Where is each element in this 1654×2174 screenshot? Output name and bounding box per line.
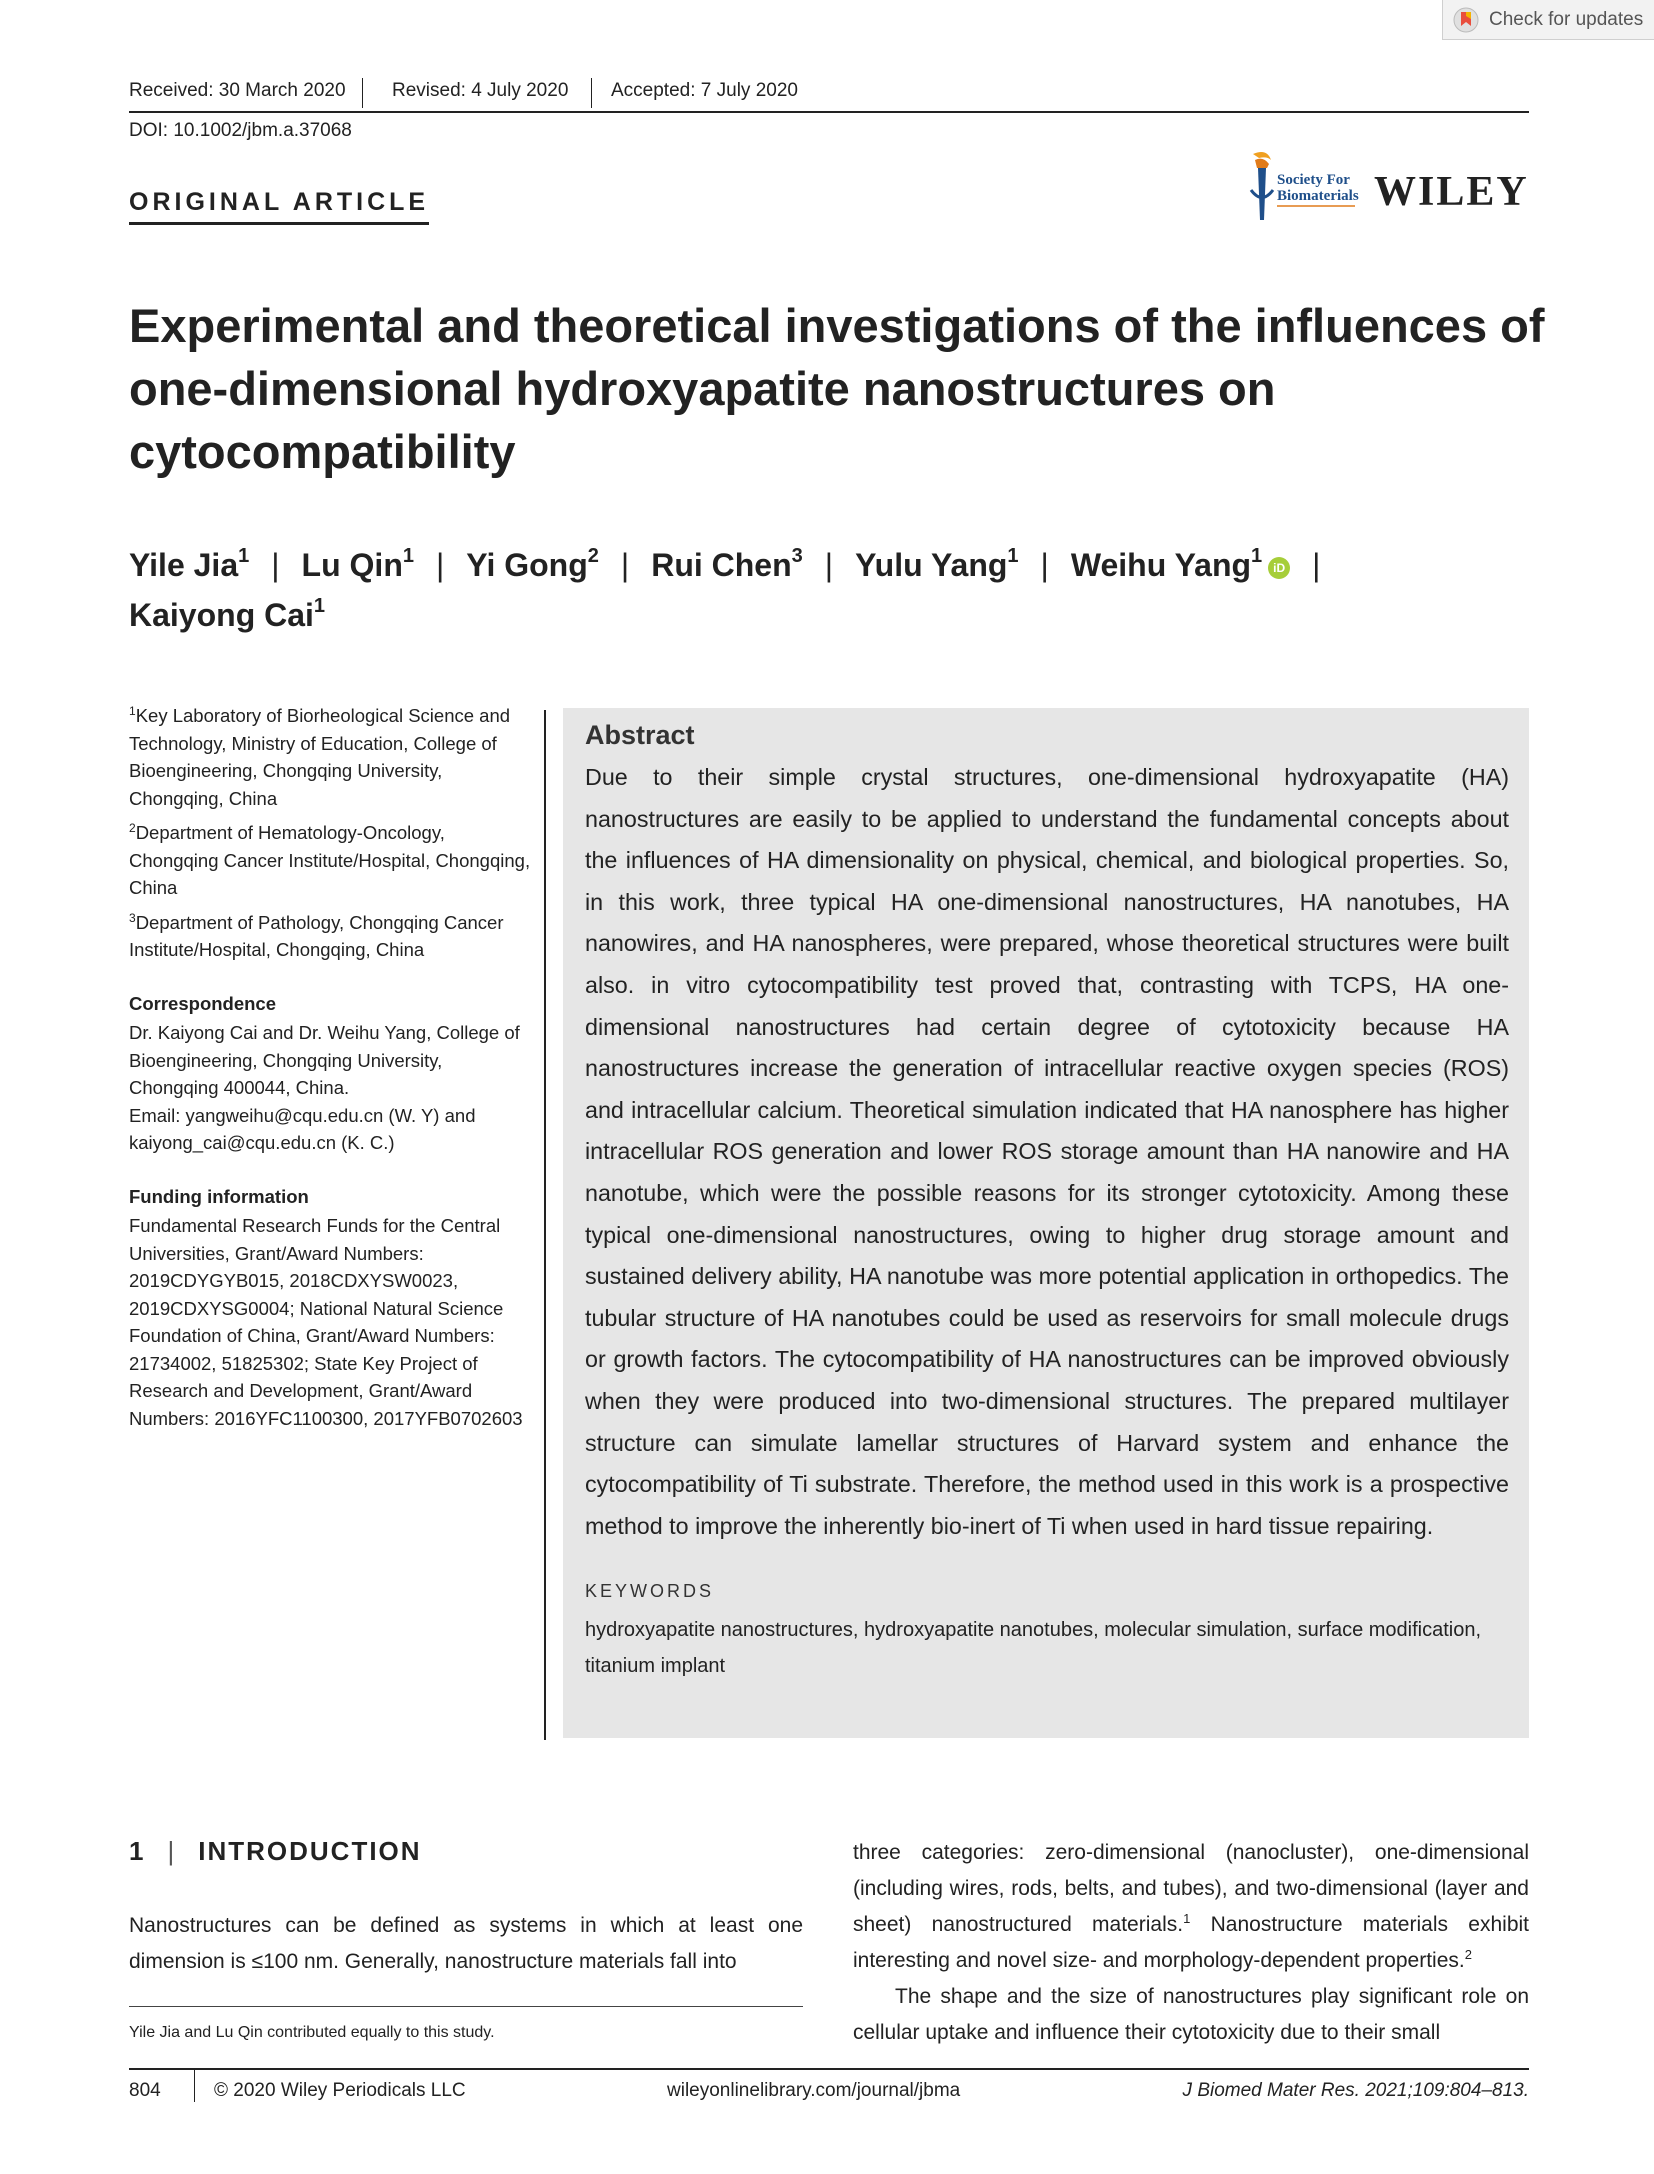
correspondence-text: Dr. Kaiyong Cai and Dr. Weihu Yang, College of Bioengineering, Chongqing University, Chongqing 400044, China.: [129, 1022, 520, 1098]
check-updates-icon: [1453, 7, 1479, 33]
svg-text:Biomaterials: Biomaterials: [1277, 188, 1359, 204]
introduction-right-text: [853, 1835, 1529, 2051]
author[interactable]: Weihu Yang$^1$iD: [1071, 540, 1290, 590]
keywords-heading: KEYWORDS: [585, 1581, 715, 1602]
abstract-heading: Abstract: [585, 720, 695, 750]
copyright: © 2020 Wiley Periodicals LLC: [214, 2080, 466, 2101]
reference-link[interactable]: 2: [1464, 1947, 1472, 1962]
footer-separator: [194, 2070, 195, 2102]
citation: J Biomed Mater Res. 2021;109:804–813.: [1182, 2080, 1529, 2101]
paragraph: The shape and the size of nanostructures play significant role on cellular uptake and influence their cytotoxicity due to their small: [853, 1985, 1529, 2044]
funding-text: Fundamental Research Funds for the Central Universities, Grant/Award Numbers: 2019CDYGYB015, 2018CDXYSW0023, 2019CDXYSG0004; National Natural Science Foundation of China, Grant/Award Numbers: 21734002, 51825302; State Key Project of Research and Development, Grant/Award Numbers: 2016YFC1100300, 2017YFB0702603: [129, 1215, 523, 1429]
footer-rule: [129, 2068, 1529, 2070]
affiliation: $^3$Department of Pathology, Chongqing Cancer Institute/Hospital, Chongqing, China: [129, 910, 504, 960]
author[interactable]: Yulu Yang$^1$: [855, 545, 1019, 583]
keywords-text: hydroxyapatite nanostructures, hydroxyapatite nanotubes, molecular simulation, surface modification, titanium implant: [585, 1619, 1482, 1678]
author[interactable]: Yi Gong$^2$: [466, 545, 599, 583]
affiliations-column: [129, 702, 534, 1432]
author[interactable]: Kaiyong Cai$^1$: [129, 595, 326, 633]
svg-text:Society For: Society For: [1277, 172, 1350, 188]
wiley-logo: WILEY: [1374, 169, 1529, 215]
article-type: ORIGINAL ARTICLE: [129, 188, 430, 216]
page-number: 804: [129, 2080, 161, 2101]
header-rule: [129, 111, 1529, 113]
correspondence-email[interactable]: Email: yangweihu@cqu.edu.cn (W. Y) and kaiyong_cai@cqu.edu.cn (K. C.): [129, 1104, 476, 1153]
author[interactable]: Rui Chen$^3$: [651, 545, 803, 583]
society-for-biomaterials-logo: [1245, 150, 1360, 230]
abstract-box: [563, 708, 1529, 1738]
article-title: Experimental and theoretical investigations of the influences of one-dimensional hydroxyapatite nanostructures on cytocompatibility: [129, 299, 1545, 478]
funding-heading: Funding information: [129, 1185, 309, 1207]
abstract-text: Due to their simple crystal structures, one-dimensional hydroxyapatite (HA) nanostructures are easily to be applied to understand the fundamental concepts about the influences of HA dimensionality on physical, chemical, and biological properties. So, in this work, three typical HA one-dimensional nanostructures, HA nanotubes, HA nanowires, and HA nanospheres, were prepared, whose theoretical structures were built also. in vitro cytocompatibility test proved that, contrasting with TCPS, HA one-dimensional nanostructures had certain degree of cytotoxicity because HA nanostructures increase the generation of intracellular reactive oxygen species (ROS) and intracellular calcium. Theoretical simulation indicated that HA nanosphere has higher intracellular ROS generation and lower ROS storage amount than HA nanowire and HA nanotube, which were the possible reasons for its stronger cytotoxicity. Among these typical one-dimensional nanostructures, owing to higher drug storage amount and sustained delivery ability, HA nanotube was more potential application in orthopedics. The tubular structure of HA nanotubes could be used as reservoirs for small molecule drugs or growth factors. The cytocompatibility of HA nanostructures can be improved obviously when they were produced into two-dimensional structures. The prepared multilayer structure can simulate lamellar structures of Harvard system and enhance the cytocompatibility of Ti substrate. Therefore, the method used in this work is a prospective method to improve the inherently bio-inert of Ti when used in hard tissue repairing.: [585, 764, 1509, 1539]
section-heading-introduction: 1 | INTRODUCTION: [129, 1836, 422, 1866]
doi[interactable]: DOI: 10.1002/jbm.a.37068: [129, 120, 352, 141]
introduction-left-text: Nanostructures can be defined as systems in which at least one dimension is ≤100 nm. Generally, nanostructure materials fall into: [129, 1914, 803, 1973]
author-list: Yile Jia$^1$ | Lu Qin$^1$ | Yi Gong$^2$ | Rui Chen$^3$ | Yulu Yang$^1$ | Weihu Yang$^1$iD | Kaiyong Cai$^1$: [129, 540, 1549, 640]
check-for-updates-button[interactable]: [1442, 0, 1654, 40]
author[interactable]: Lu Qin$^1$: [301, 545, 414, 583]
footnote-rule: [129, 2006, 803, 2007]
abstract-divider: [544, 710, 546, 1740]
header-separator: [362, 78, 363, 108]
author[interactable]: Yile Jia$^1$: [129, 545, 250, 583]
affiliation: $^1$Key Laboratory of Biorheological Science and Technology, Ministry of Education, College of Bioengineering, Chongqing University, Chongqing, China: [129, 704, 511, 809]
correspondence-heading: Correspondence: [129, 992, 277, 1014]
reference-link[interactable]: 1: [1183, 1911, 1191, 1926]
orcid-icon[interactable]: iD: [1268, 557, 1290, 579]
header-separator: [591, 78, 592, 108]
footnote: Yile Jia and Lu Qin contributed equally to this study.: [129, 2024, 495, 2041]
accepted-date: Accepted: 7 July 2020: [611, 80, 798, 101]
journal-url[interactable]: wileyonlinelibrary.com/journal/jbma: [667, 2080, 961, 2101]
article-type-underline: [129, 222, 429, 225]
check-for-updates-label: Check for updates: [1489, 8, 1644, 30]
revised-date: Revised: 4 July 2020: [392, 80, 569, 101]
paragraph: three categories: zero-dimensional (nanocluster), one-dimensional (including wires, rods, belts, and tubes), and two-dimensional (layer and sheet) nanostructured materials.$^1$ Nanostructure materials exhibit interesting and novel size- and morphology-dependent properties.$^2$: [853, 1841, 1529, 1972]
received-date: Received: 30 March 2020: [129, 80, 346, 101]
affiliation: $^2$Department of Hematology-Oncology, Chongqing Cancer Institute/Hospital, Chongqing, China: [129, 821, 531, 898]
